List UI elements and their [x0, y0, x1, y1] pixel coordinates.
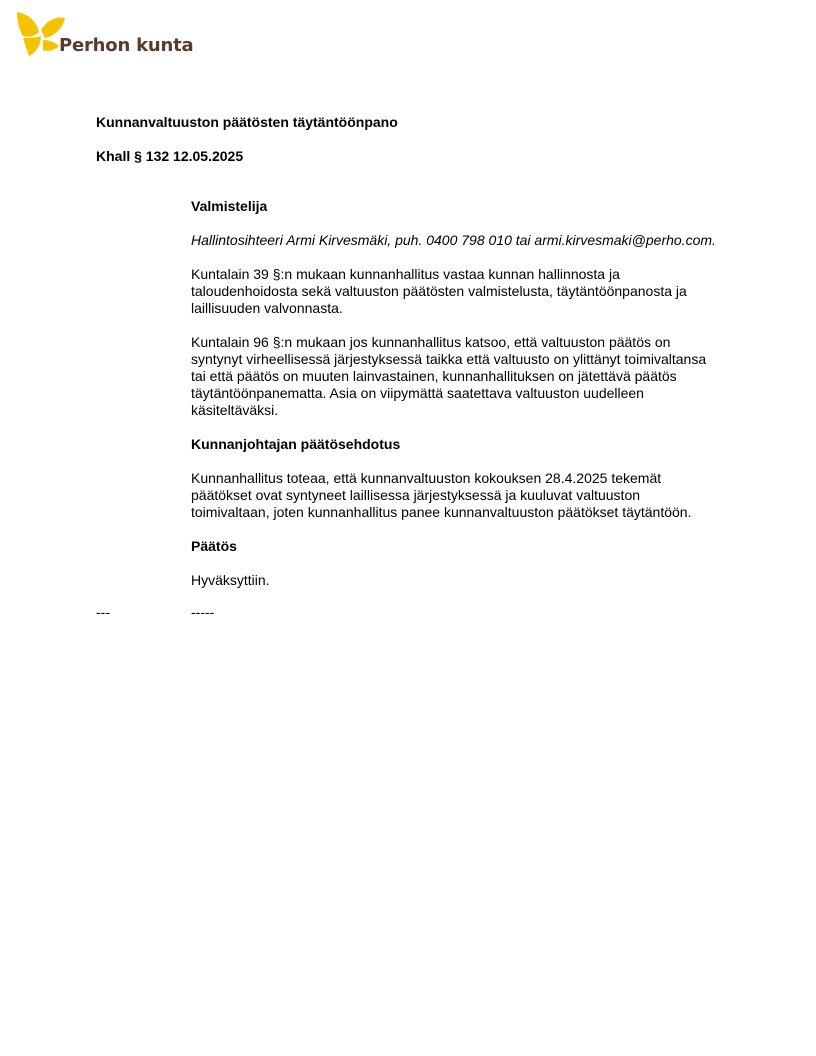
text-line: täytäntöönpanematta. Asia on viipymättä saatettava valtuuston uudelleen [191, 385, 644, 401]
paragraph-kuntalaki-96 [191, 334, 751, 419]
text-line: päätökset ovat syntyneet laillisessa järjestyksessä ja kuuluvat valtuuston [191, 487, 641, 503]
text-line: Kuntalain 39 §:n mukaan kunnanhallitus vastaa kunnan hallinnosta ja [191, 266, 620, 282]
preparer-info [191, 232, 751, 249]
preparer-heading: Valmistelija [191, 198, 268, 214]
text-line: syntynyt virheellisessä järjestyksessä taikka että valtuusto on ylittänyt toimivaltansa [191, 351, 707, 367]
proposal-heading: Kunnanjohtajan päätösehdotus [191, 436, 401, 452]
document-title: Kunnanvaltuuston päätösten täytäntöönpano [96, 114, 398, 130]
decision-heading: Päätös [191, 538, 237, 554]
footer-separator-left: --- [96, 604, 110, 620]
document-body [191, 198, 751, 606]
municipality-logo [15, 10, 194, 58]
proposal-text [191, 470, 751, 521]
text-line: Kunnanhallitus toteaa, että kunnanvaltuuston kokouksen 28.4.2025 tekemät [191, 470, 662, 486]
text-line: laillisuuden valvonnasta. [191, 300, 343, 316]
text-line: taloudenhoidosta sekä valtuuston päätösten valmistelusta, täytäntöönpanosta ja [191, 283, 687, 299]
preparer-contact: Hallintosihteeri Armi Kirvesmäki, puh. 0400 798 010 tai armi.kirvesmaki@perho.com. [191, 232, 716, 248]
paragraph-kuntalaki-39 [191, 266, 751, 317]
text-line: Kuntalain 96 §:n mukaan jos kunnanhallitus katsoo, että valtuuston päätös on [191, 334, 671, 350]
text-line: tai että päätös on muuten lainvastainen, kunnanhallituksen on jätettävä päätös [191, 368, 677, 384]
decision-text: Hyväksyttiin. [191, 572, 270, 588]
logo-text: Perhon kunta [59, 35, 194, 56]
text-line: käsiteltäväksi. [191, 402, 279, 418]
document-reference: Khall § 132 12.05.2025 [96, 148, 244, 164]
footer-separator-right: ----- [191, 604, 215, 620]
text-line: toimivaltaan, joten kunnanhallitus panee kunnanvaltuuston päätökset täytäntöön. [191, 504, 692, 520]
